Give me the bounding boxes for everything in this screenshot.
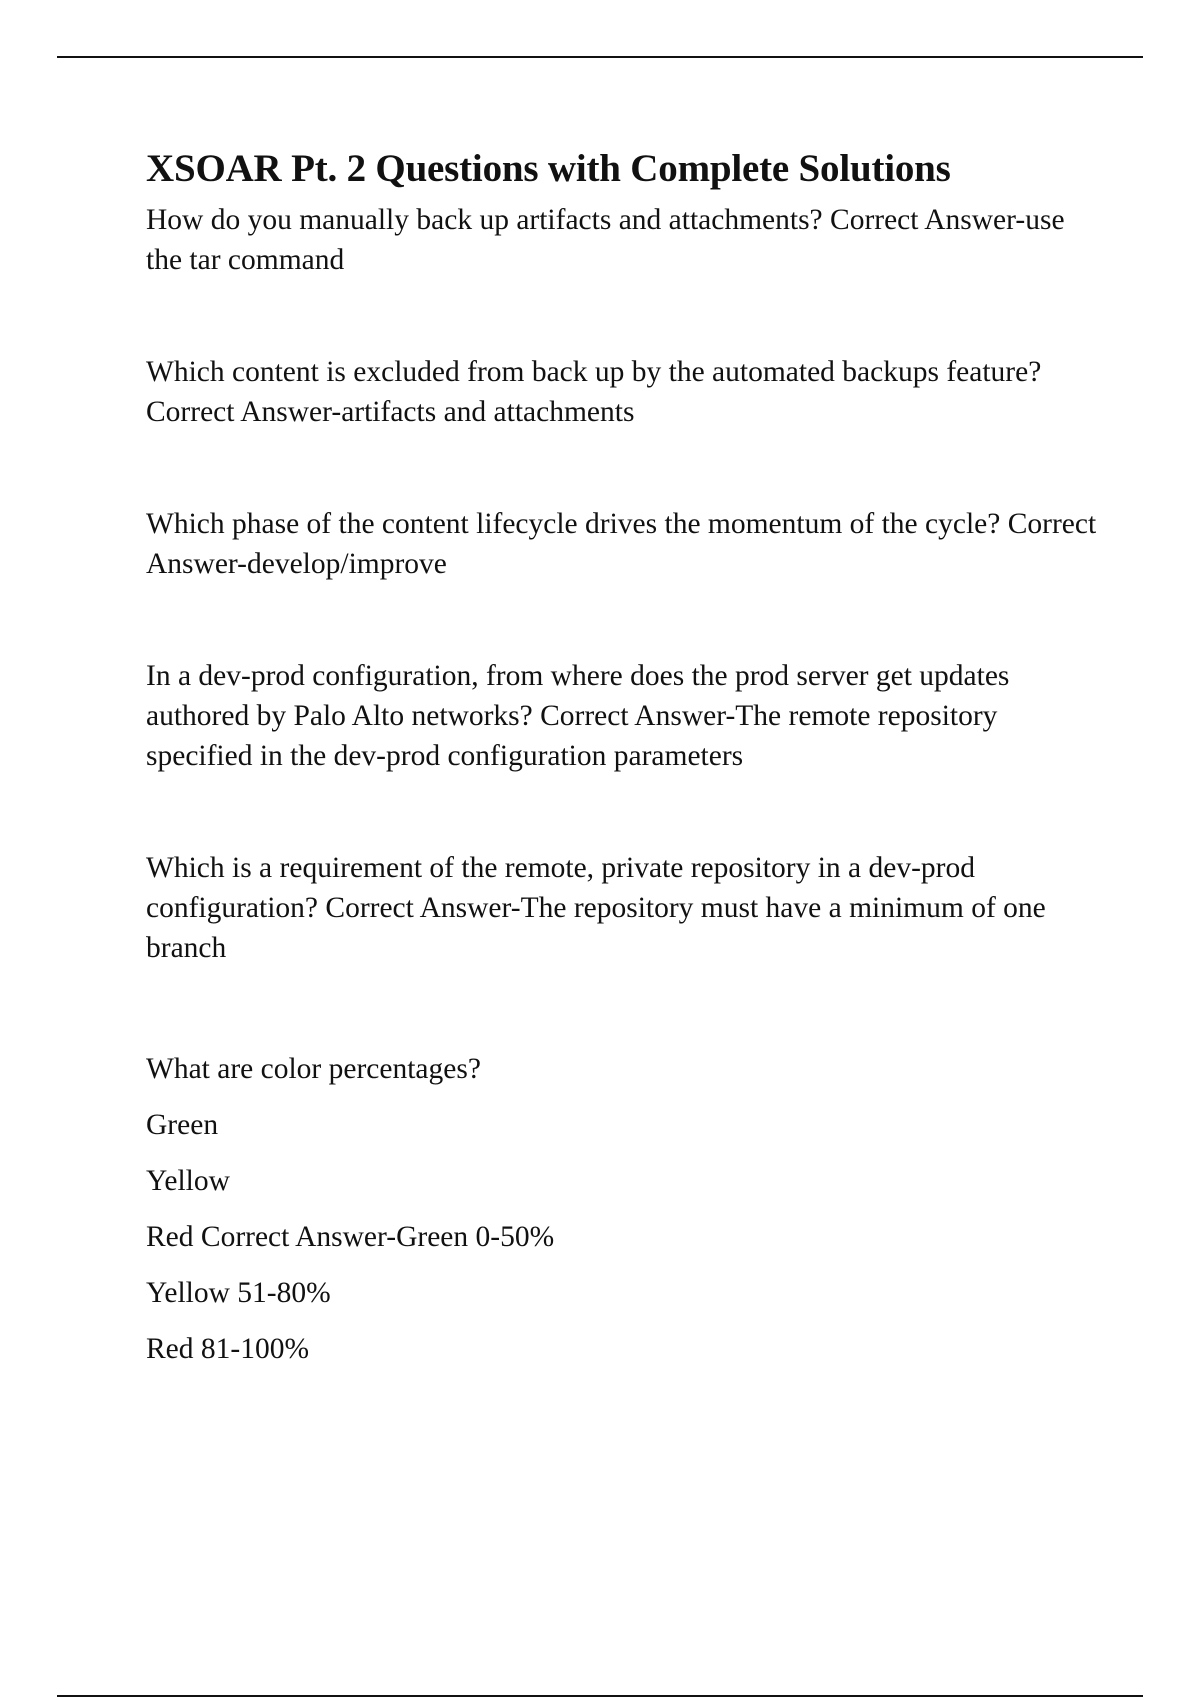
document-body	[146, 142, 1106, 1377]
document-title: XSOAR Pt. 2 Questions with Complete Solutions	[146, 147, 951, 190]
qa-item-2: Which content is excluded from back up by the automated backups feature? Correct Answer-artifacts and attachments	[146, 356, 1042, 428]
color-answer-green: Red Correct Answer-Green 0-50%	[146, 1221, 555, 1253]
color-line-green: Green	[146, 1109, 219, 1141]
qa-item-4: In a dev-prod configuration, from where does the prod server get updates authored by Palo Alto networks? Correct Answer-The remote repository specified in the dev-prod configuration parameters	[146, 660, 1010, 772]
color-answer-red: Red 81-100%	[146, 1333, 310, 1365]
color-line-yellow: Yellow	[146, 1165, 230, 1197]
qa-item-5: Which is a requirement of the remote, private repository in a dev-prod configuration? Correct Answer-The repository must have a minimum of one branch	[146, 852, 1046, 964]
qa-item-1: How do you manually back up artifacts and attachments? Correct Answer-use the tar command	[146, 204, 1065, 276]
color-percentages-block	[146, 1041, 1106, 1377]
bottom-rule	[57, 1695, 1143, 1697]
color-question: What are color percentages?	[146, 1053, 481, 1085]
color-answer-yellow: Yellow 51-80%	[146, 1277, 331, 1309]
top-rule	[57, 56, 1143, 58]
qa-item-3: Which phase of the content lifecycle drives the momentum of the cycle? Correct Answer-develop/improve	[146, 508, 1097, 580]
